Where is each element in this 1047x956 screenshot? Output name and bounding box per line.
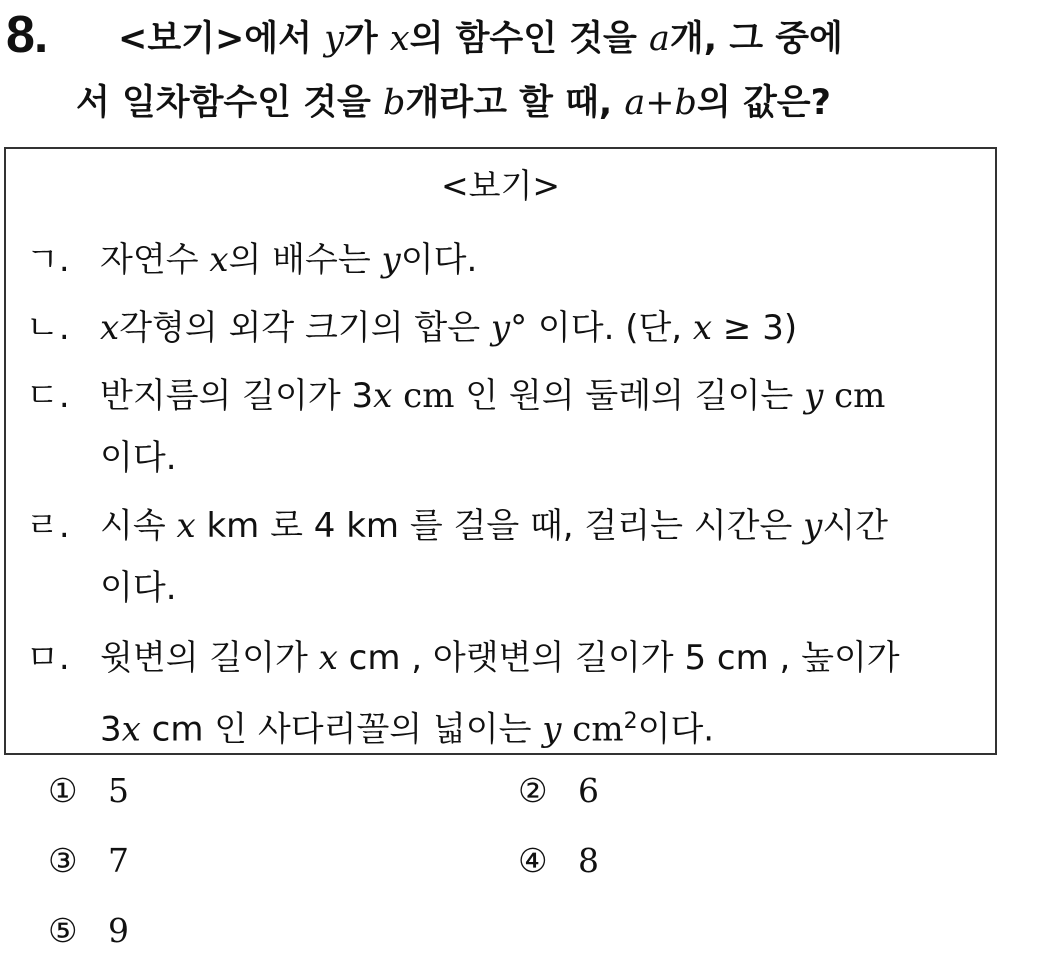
item-text: 이다. [400,240,478,280]
choice-2[interactable] [518,768,599,814]
item-text: 의 배수는 [228,240,382,280]
math-var-x: x [121,709,141,750]
bogi-item-giyeok [26,231,477,289]
stem-text: 가 [343,19,390,59]
math-var-x: x [389,19,410,59]
item-text: 각형의 외각 크기의 합은 [119,308,491,348]
item-text: 시간 [822,506,889,546]
choice-number: ① [48,771,78,810]
item-text: 3 [100,709,122,750]
bogi-item-digeut-continuation: 이다. [100,438,177,478]
item-marker: ㄱ. [26,240,70,280]
math-var-y: y [381,240,401,280]
bogi-item-digeut [26,367,885,425]
math-var-b: b [383,83,406,123]
choice-number: ③ [48,841,78,880]
math-var-y: y [324,19,344,59]
math-var-y: y [542,709,562,750]
bogi-item-rieul [26,497,888,555]
choice-5[interactable] [48,908,129,954]
math-var-y: y [490,308,511,348]
math-expression-a-plus-b: a+b [624,83,697,123]
question-stem-line-2 [76,78,831,128]
choice-value: 5 [108,771,129,810]
choice-number: ② [518,771,548,810]
item-marker: ㅁ. [26,638,70,678]
math-var-y: y [803,506,823,546]
choice-number: ④ [518,841,548,880]
unit-text: cm [561,709,624,750]
math-var-y: y [804,376,824,416]
bogi-item-rieul-continuation: 이다. [100,568,177,608]
choice-value: 9 [108,911,129,950]
item-text: cm 인 원의 둘레의 길이는 [392,376,805,416]
bogi-item-nieun [26,299,797,357]
choice-number: ⑤ [48,911,78,950]
stem-text: 의 값은? [696,83,831,123]
choice-value: 7 [108,841,129,880]
math-var-x: x [100,308,120,348]
math-var-a: a [649,19,670,59]
choice-value: 8 [578,841,599,880]
question-stem-line-1 [118,14,843,64]
item-text: km 로 4 km 를 걸을 때, 걸리는 시간은 [195,506,804,546]
bogi-item-mieum [26,629,900,687]
item-text: cm , 아랫변의 길이가 5 cm , 높이가 [337,638,900,678]
item-text: cm 인 사다리꼴의 넓이는 [140,709,543,750]
bogi-item-mieum-continuation [100,693,714,758]
unit-text: cm [823,376,886,416]
item-text: 윗변의 길이가 [100,638,319,678]
item-text: ≥ 3) [712,308,798,348]
choice-3[interactable] [48,838,129,884]
item-text: ° 이다. (단, [510,308,693,348]
bogi-box [4,147,997,755]
item-text: 자연수 [100,240,210,280]
stem-text: 서 일차함수인 것을 [76,83,384,123]
choice-4[interactable] [518,838,599,884]
math-var-x: x [209,240,229,280]
item-text: 시속 [100,506,177,546]
superscript-exponent: 2 [623,709,638,734]
math-var-x: x [373,376,393,416]
math-var-x: x [692,308,713,348]
stem-text: <보기>에서 [118,19,325,59]
item-text: 반지름의 길이가 3 [100,376,374,416]
item-marker: ㄴ. [26,308,70,348]
bogi-title: <보기> [440,166,561,205]
item-marker: ㄷ. [26,376,70,416]
stem-text: 개, 그 중에 [669,19,843,59]
item-text: 이다. [637,709,715,750]
math-var-x: x [176,506,196,546]
choice-1[interactable] [48,768,129,814]
stem-text: 개라고 할 때, [405,83,625,123]
math-var-x: x [318,638,338,678]
stem-text: 의 함수인 것을 [409,19,650,59]
choice-value: 6 [578,771,599,810]
question-number: 8. [6,6,48,64]
item-marker: ㄹ. [26,506,70,546]
